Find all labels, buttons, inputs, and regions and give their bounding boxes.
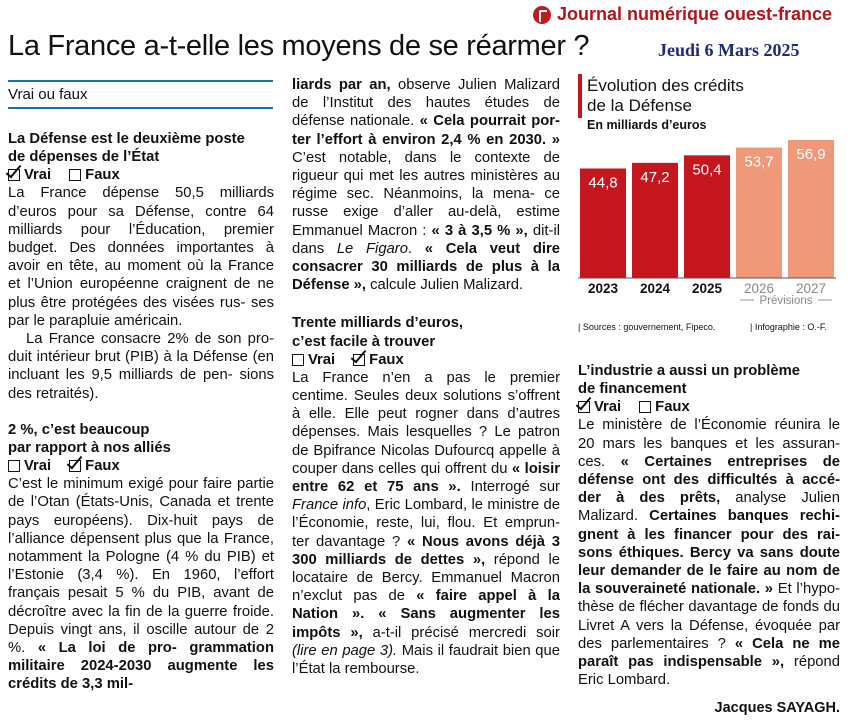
chart-accent-bar xyxy=(578,74,582,118)
paragraph: C’est le minimum exigé pour faire partie de l’Otan (États-Unis, Canada et trente pays européens). Dix-huit pays de l’alliance dépensent plus que la France, notamment la Pologne (4 % du PIB) et l’Estonie (3,4 %). En 1960, l’effort français pesait 5 % du PIB, avant de décroître avec la fin de la guerre froide. Depuis vingt ans, il oscille autour de 2 %. « La loi de pro- grammation militaire 2024-2030 augmente les crédits de 3,3 mil- xyxy=(8,476,274,693)
question-heading: Trente milliards d’euros, c’est facile à trouver xyxy=(292,315,464,350)
x-tick-label: 2024 xyxy=(639,281,671,296)
author-signature: Jacques SAYAGH. xyxy=(714,700,840,716)
bar-value-label: 53,7 xyxy=(744,153,774,171)
answer-row: Vrai Faux xyxy=(578,398,840,416)
headline: La France a-t-elle les moyens de se réarmer ? xyxy=(8,30,590,62)
empty-box-icon xyxy=(639,401,651,413)
x-tick-label: 2027 xyxy=(795,281,827,296)
question-heading: 2 %, c’est beaucoup par rapport à nos alliés xyxy=(8,421,171,457)
bar-value-label: 50,4 xyxy=(692,161,722,179)
forecast-label: Prévisions xyxy=(759,295,813,307)
bar-value-label: 47,2 xyxy=(640,168,670,186)
column-1 xyxy=(8,130,274,694)
brand xyxy=(533,4,832,25)
paragraph: La France consacre 2% de son pro- duit intérieur brut (PIB) à la Défense (en incluant les 9,5 milliards de pen- sions des retraités). xyxy=(8,331,274,402)
bar-value-label: 56,9 xyxy=(796,146,826,164)
checked-box-icon xyxy=(578,401,590,413)
paragraph: La France n’en a pas le premier centime. Seules deux solutions s’offrent à elle. Elle peut rogner dans d’autres dépenses. Mais lesquelles ? Le patron de Bpifrance Nicolas Dufourcq appelle à couper dans celles qui offrent du « loisir entre 62 et 75 ans ». Interrogé sur France info, Eric Lombard, le ministre de l’Économie, reste, lui, flou. Et emprun- ter davantage ? « Nous avons déjà 3 300 milliards de dettes », répond le locataire de Bercy. Emmanuel Macron n’exclut pas de « faire appel à la Nation ». « Sans augmenter les impôts », a-t-il précisé mercredi soir (lire en page 3). Mais il faudrait bien que l’État la rembourse. xyxy=(292,369,560,678)
section-top-rule xyxy=(8,80,273,82)
answer-row: Vrai Faux xyxy=(292,351,560,369)
checked-box-icon xyxy=(69,460,81,472)
x-tick-label: 2026 xyxy=(743,281,775,296)
empty-box-icon xyxy=(8,460,20,472)
defense-budget-chart xyxy=(578,132,840,312)
section-label: Vrai ou faux xyxy=(8,86,88,103)
bar-value-label: 44,8 xyxy=(588,174,618,192)
x-tick-label: 2025 xyxy=(691,281,723,296)
chart-sources: | Sources : gouvernement, Fipeco. xyxy=(578,322,716,332)
ouest-france-logo-icon xyxy=(533,6,551,24)
brand-name: Journal numérique ouest-france xyxy=(556,4,832,24)
chart-ylabel: En milliards d’euros xyxy=(587,118,707,132)
question-heading: L’industrie a aussi un problème de financement xyxy=(578,363,801,398)
answer-row: Vrai Faux xyxy=(8,166,274,184)
x-tick-label: 2023 xyxy=(587,281,619,296)
paragraph: Le ministère de l’Économie réunira le 20 mars les banques et les assuran- ces. « Certaines entreprises de défense ont des difficultés à accé- der à des prêts, analyse Julien Malizard. Certaines banques rechi- gnent à les financer pour des rai- sons éthiques. Bercy va sans doute leur demander de le faire au nom de la souveraineté nationale. » Et l’hypo- thèse de flécher davantage de fonds du Livret A vers la Défense, évoquée par des parlementaires ? « Cela ne me paraît pas indispensable », répond Eric Lombard. xyxy=(578,417,840,689)
answer-row: Vrai Faux xyxy=(8,457,274,475)
empty-box-icon xyxy=(69,169,81,181)
checked-box-icon xyxy=(353,354,365,366)
column-2 xyxy=(292,76,560,678)
empty-box-icon xyxy=(292,354,304,366)
chart-credit: | Infographie : O.-F. xyxy=(750,322,827,332)
paragraph: La France dépense 50,5 milliards d’euros pour sa Défense, contre 64 milliards pour l’Éducation, premier budget. Des données importantes à avoir en tête, au moment où la France et l’Union européenne craignent de ne plus être protégées des visées rus- ses par le parapluie américain. xyxy=(8,185,274,329)
issue-date: Jeudi 6 Mars 2025 xyxy=(658,40,800,60)
section-bottom-rule xyxy=(8,107,273,109)
column-3 xyxy=(578,362,840,689)
checked-box-icon xyxy=(8,169,20,181)
paragraph: liards par an, observe Julien Malizard de l’Institut des hautes études de défense nationale. « Cela pourrait por- ter l’effort à environ 2,4 % en 2030. » C’est notable, dans le contexte de rigueur qui met les autres ministères au régime sec. Néanmoins, la mena- ce russe exige d’aller au-delà, estime Emmanuel Macron : « 3 à 3,5 % », dit-il dans Le Figaro. « Cela veut dire consacrer 30 milliards de plus à la Défense », calcule Julien Malizard. xyxy=(292,77,561,294)
chart-title: Évolution des crédits de la Défense xyxy=(587,76,744,115)
question-heading: La Défense est le deuxième poste de dépenses de l’État xyxy=(8,131,245,166)
